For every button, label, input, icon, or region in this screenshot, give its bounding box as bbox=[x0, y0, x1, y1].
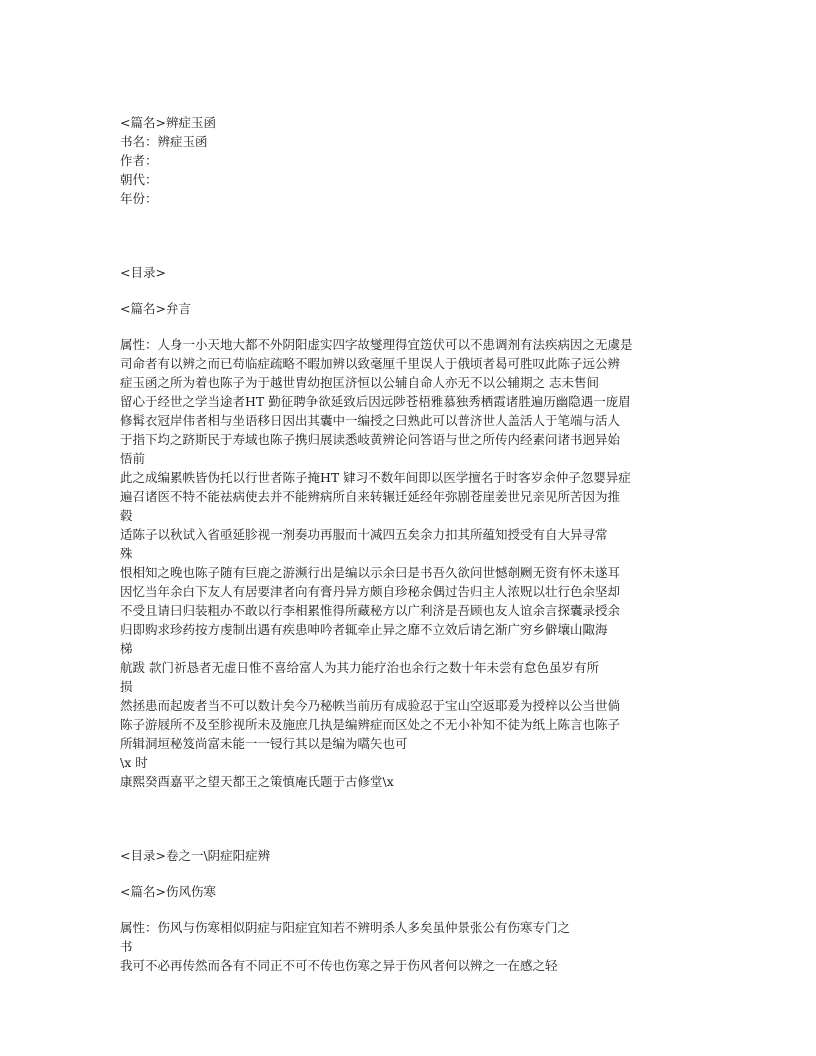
preface-line: 适陈子以秋试入省亟延胗视一剂奏功再服而十减四五矣余力扣其所蕴知授受有自大异寻常 bbox=[120, 527, 608, 542]
preface-line: 此之成编累帙皆伪托以行世者陈子掩HT 肄习不数年间即以医学擅名于时客岁余仲子忽婴异症 bbox=[120, 470, 631, 485]
preface-line: 陈子游屐所不及至胗视所未及施庶几执是编辨症而区处之不无小补知不徒为纸上陈言也陈子 bbox=[120, 717, 621, 732]
preface-line: 然拯患而起废者当不可以数计矣今乃秘帙当前历有成验忍于宝山空返耶爰为授梓以公当世倘 bbox=[120, 698, 621, 713]
section-line: 属性：伤风与伤寒相似阴症与阳症宜知若不辨明杀人多矣虽仲景张公有伤寒专门之 bbox=[120, 920, 571, 935]
preface-line: 不受且请曰归装粗办不敢以行李相累惟得所藏秘方以广利济是吾顾也友人谊余言探囊录授余 bbox=[120, 603, 621, 618]
preface-line: 留心于经世之学当途者HT 勤征聘争欲延致后因远陟苍梧雅慕独秀栖霞诸胜遍历幽隐遇一庞眉 bbox=[120, 394, 631, 409]
preface-heading: <篇名>弁言 bbox=[120, 301, 191, 316]
preface-line: 所辑洞垣秘笈尚富未能一一锓行其以是编为嚆矢也可 bbox=[120, 736, 408, 751]
preface-line: 航跋 款门祈恳者无虚日惟不喜给富人为其力能疗治也余行之数十年未尝有怠色虽岁有所 bbox=[120, 660, 599, 675]
preface-line: 损 bbox=[120, 679, 133, 694]
preface-line: 症玉函之所为着也陈子为于越世胄幼抱匡济恒以公辅自命人亦无不以公辅期之 志未售间 bbox=[120, 375, 599, 390]
preface-line: 殊 bbox=[120, 546, 133, 561]
document-page bbox=[120, 113, 710, 975]
preface-line: 悟前 bbox=[120, 451, 146, 466]
preface-line: 恨相知之晚也陈子随有巨鹿之游濒行出是编以示余曰是书吾久欲问世憾剞劂无资有怀未遂耳 bbox=[120, 565, 621, 580]
preface-line: 属性：人身一小天地大都不外阴阳虚实四字故燮理得宜笾伏可以不患调剂有法疾病因之无虞是 bbox=[120, 337, 633, 352]
section-line: 书 bbox=[120, 939, 133, 954]
toc-label: <目录> bbox=[120, 265, 166, 280]
section-body bbox=[120, 918, 710, 975]
section-heading: <篇名>伤风伤寒 bbox=[120, 884, 216, 899]
preface-body bbox=[120, 335, 710, 791]
year-line: 年份： bbox=[120, 191, 158, 206]
dynasty-line: 朝代： bbox=[120, 172, 158, 187]
preface-line: 修髯衣冠岸伟者相与坐语移日因出其囊中一编授之曰熟此可以普济世人盖活人于笔端与活人 bbox=[120, 413, 621, 428]
preface-line: 于指下均之跻斯民于寿域也陈子携归展读悉岐黄辨论问答语与世之所传内经素问诸书迥异始 bbox=[120, 432, 621, 447]
preface-line: 归即购求珍药按方虔制出遇有疾患呻吟者辄牵止异之靡不立效后请乞渐广穷乡僻壤山陬海 bbox=[120, 622, 608, 637]
section-line: 我可不必再传然而各有不同正不可不传也伤寒之异于伤风者何以辨之一在感之轻 bbox=[120, 958, 558, 973]
preface-line: 司命者有以辨之而已苟临症疏略不暇加辨以致毫厘千里误人于俄顷者曷可胜叹此陈子远公辨 bbox=[120, 356, 621, 371]
preface-line: 梯 bbox=[120, 641, 133, 656]
preface-line: 康熙癸酉嘉平之望天都王之策慎庵氏题于古修堂\x bbox=[120, 774, 394, 789]
preface-line: 毂 bbox=[120, 508, 133, 523]
author-line: 作者： bbox=[120, 153, 158, 168]
section-toc-line: <目录>卷之一\阴症阳症辨 bbox=[120, 848, 271, 863]
preface-line: 遍召诸医不特不能祛病使去并不能辨病所自来转辗迁延经年弥剧苍崖姜世兄亲见所苦因为推 bbox=[120, 489, 621, 504]
preface-line: \x 时 bbox=[120, 755, 148, 770]
title-line: <篇名>辨症玉函 bbox=[120, 115, 216, 130]
preface-line: 因忆当年余白下友人有居要津者向有膏丹异方颇自珍秘余偶过告归主人浓贶以壮行色余坚却 bbox=[120, 584, 621, 599]
book-name-line: 书名：辨症玉函 bbox=[120, 134, 208, 149]
